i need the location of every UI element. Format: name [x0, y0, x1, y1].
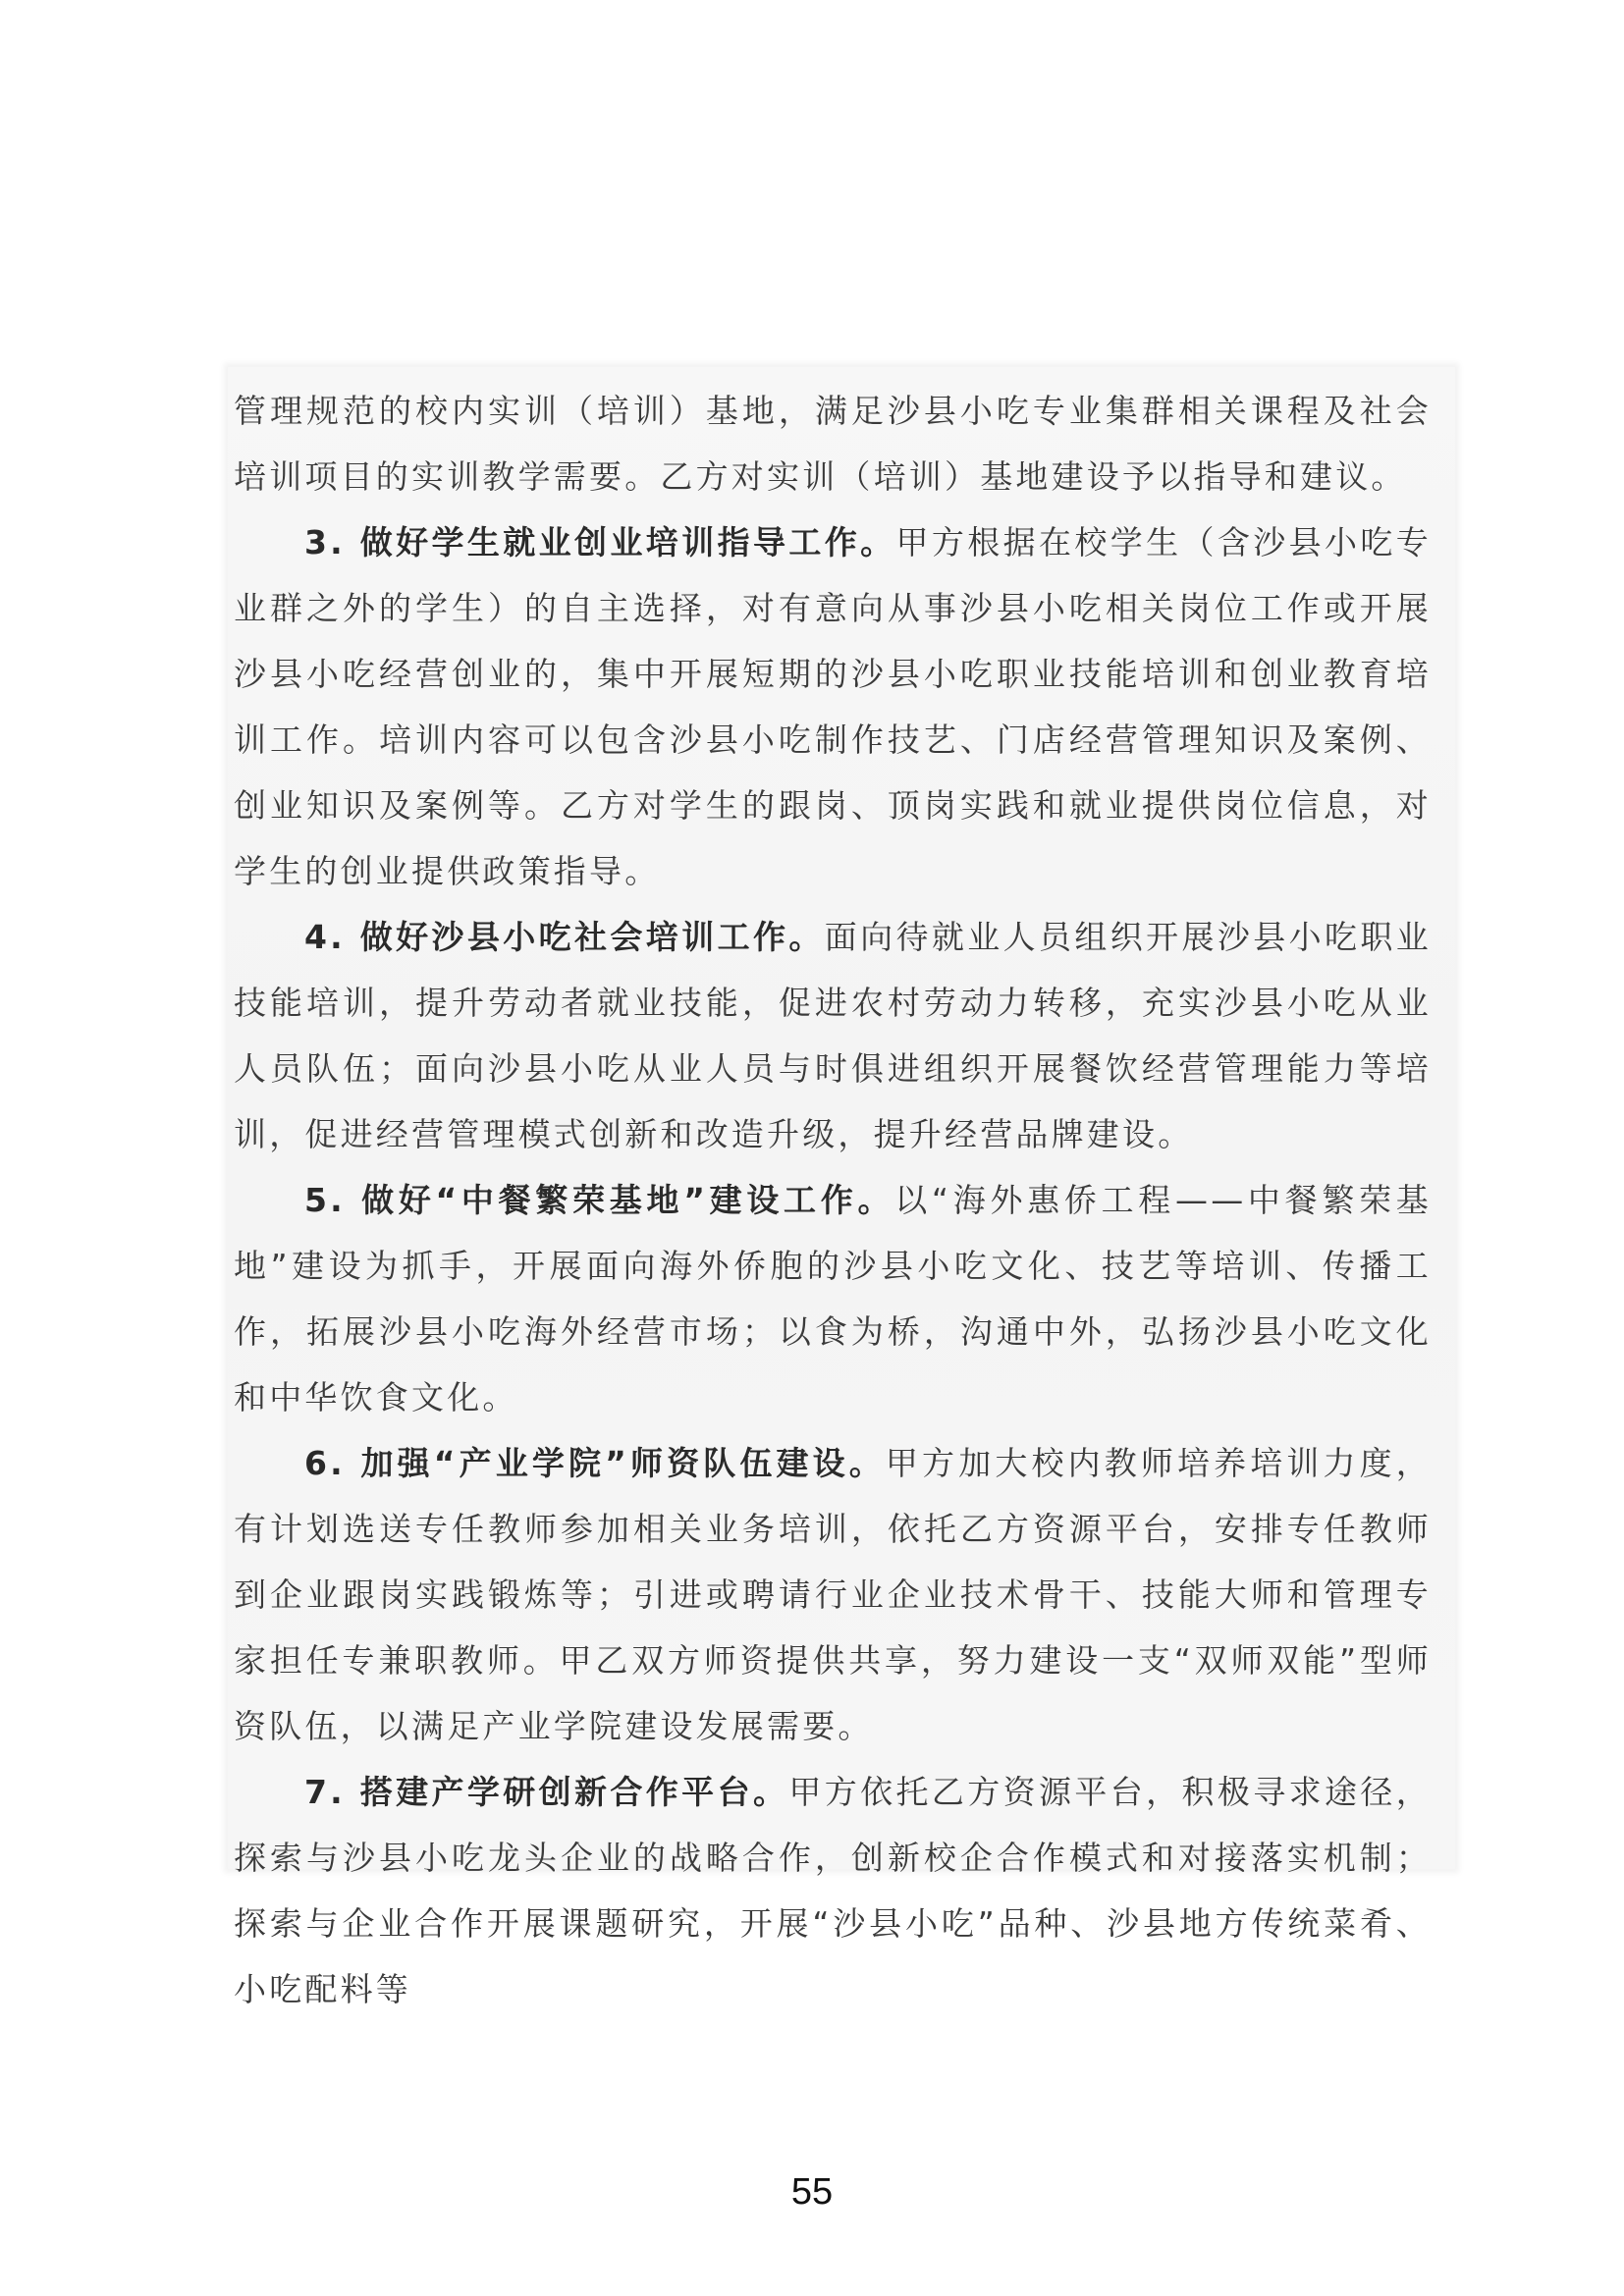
paragraph-heading: 4. 做好沙县小吃社会培训工作。	[304, 918, 825, 956]
paragraph-item-7	[234, 1759, 1432, 2022]
paragraph-heading: 7. 搭建产学研创新合作平台。	[304, 1773, 789, 1811]
paragraph-item-5	[234, 1167, 1432, 1430]
page-number: 55	[790, 2171, 834, 2213]
paragraph-heading: 6. 加强“产业学院”师资队伍建设。	[304, 1444, 886, 1482]
paragraph-item-6	[234, 1430, 1432, 1759]
paragraph-continuation	[234, 378, 1432, 509]
paragraph-text: 以“海外惠侨工程——中餐繁荣基地”建设为抓手，开展面向海外侨胞的沙县小吃文化、技艺等培训、传播工作，拓展沙县小吃海外经营市场；以食为桥，沟通中外，弘扬沙县小吃文化和中华饮食文化。	[234, 1181, 1432, 1416]
paragraph-text: 甲方依托乙方资源平台，积极寻求途径，探索与沙县小吃龙头企业的战略合作，创新校企合作模式和对接落实机制； 探索与企业合作开展课题研究，开展“沙县小吃”品种、沙县地方传统菜肴、小吃配料等	[234, 1773, 1432, 2008]
paragraph-heading: 5. 做好“中餐繁荣基地”建设工作。	[304, 1181, 895, 1219]
paragraph-text: 面向待就业人员组织开展沙县小吃职业技能培训，提升劳动者就业技能，促进农村劳动力转移，充实沙县小吃从业人员队伍；面向沙县小吃从业人员与时俱进组织开展餐饮经营管理能力等培训，促进经营管理模式创新和改造升级，提升经营品牌建设。	[234, 918, 1433, 1153]
paragraph-text: 甲方加大校内教师培养培训力度，有计划选送专任教师参加相关业务培训，依托乙方资源平台，安排专任教师到企业跟岗实践锻炼等；引进或聘请行业企业技术骨干、技能大师和管理专家担任专兼职教师。甲乙双方师资提供共享，努力建设一支“双师双能”型师资队伍，以满足产业学院建设发展需要。	[234, 1444, 1433, 1745]
paragraph-text: 管理规范的校内实训（培训）基地，满足沙县小吃专业集群相关课程及社会培训项目的实训教学需要。乙方对实训（培训）基地建设予以指导和建议。	[234, 392, 1432, 496]
paragraph-heading: 3. 做好学生就业创业培训指导工作。	[304, 523, 896, 561]
document-body	[234, 378, 1432, 2022]
paragraph-text: 甲方根据在校学生（含沙县小吃专业群之外的学生）的自主选择，对有意向从事沙县小吃相关岗位工作或开展沙县小吃经营创业的，集中开展短期的沙县小吃职业技能培训和创业教育培训工作。培训内容可以包含沙县小吃制作技艺、门店经营管理知识及案例、创业知识及案例等。乙方对学生的跟岗、顶岗实践和就业提供岗位信息，对学生的创业提供政策指导。	[234, 523, 1433, 890]
paragraph-item-3	[234, 509, 1432, 904]
paragraph-item-4	[234, 904, 1432, 1167]
